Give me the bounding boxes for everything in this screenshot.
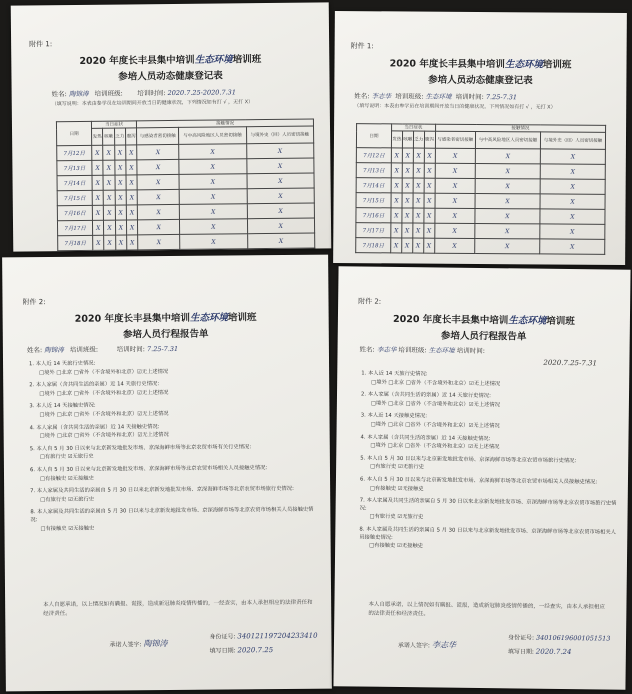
list-item: □境外 □北京 □省外（不含境外和北京）☑无上述情况 bbox=[39, 389, 169, 397]
date-cell: 7月14日 bbox=[356, 178, 391, 193]
mark-cell: X bbox=[435, 163, 475, 178]
form-subtitle: 参培人员动态健康登记表 bbox=[428, 74, 533, 87]
date-cell: 7月18日 bbox=[58, 235, 93, 250]
pledge-text: 本人自愿承诺，以上情况如有瞒报、谎报，造成新冠肺炎疫情传播的，一经查实，由本人承担相应的法律责任和经济责任。 bbox=[368, 601, 605, 618]
mark-cell: X bbox=[104, 220, 115, 235]
header-date: 日期 bbox=[56, 121, 91, 145]
mark-cell: X bbox=[475, 238, 540, 253]
report-subtitle: 参培人员行程报告单 bbox=[122, 328, 209, 341]
itinerary-items bbox=[359, 371, 621, 559]
id-number-field: 身份证号: 340106196001051513 bbox=[508, 633, 611, 643]
column-header: 乏力 bbox=[114, 128, 125, 145]
mark-cell: X bbox=[413, 193, 424, 208]
mark-cell: X bbox=[424, 148, 435, 163]
column-header: 发热 bbox=[391, 131, 402, 148]
mark-cell: X bbox=[402, 223, 413, 238]
id-number-field: 身份证号: 340121197204233410 bbox=[209, 631, 318, 641]
mark-cell: X bbox=[126, 145, 137, 160]
mark-cell: X bbox=[435, 178, 475, 193]
mark-cell: X bbox=[391, 193, 402, 208]
signature-field: 承诺人签字: 李志华 bbox=[397, 640, 456, 650]
header-symptoms: 当日症状 bbox=[91, 121, 136, 128]
mark-cell: X bbox=[540, 149, 605, 164]
date-cell: 7月18日 bbox=[356, 238, 391, 253]
list-item: 3. 本人近 14 天接触史情况: bbox=[29, 402, 96, 410]
mark-cell: X bbox=[115, 175, 126, 190]
fill-instructions: （填写说明：本表由参学员在培训期间开放当日的健康状况，下列情况如有打 √ ，无打 X） bbox=[51, 99, 254, 108]
list-item: □有旅行史 ☑无旅行史 bbox=[370, 463, 424, 471]
list-item: □有旅行史 ☑无旅行史 bbox=[40, 496, 95, 503]
fill-date-field: 填写日期: 2020.7.24 bbox=[507, 647, 572, 657]
mark-cell: X bbox=[402, 208, 413, 223]
list-item: 6. 本人自 5 月 30 日以来与北京新发地批发市场、京深海鲜市场等北京农贸市场相关人员接触史情况: bbox=[29, 465, 268, 474]
mark-cell: X bbox=[424, 178, 435, 193]
mark-cell: X bbox=[413, 178, 424, 193]
list-item: 2. 本人家属（含共同生活的亲属）近 14 天旅行史情况: bbox=[360, 391, 491, 400]
mark-cell: X bbox=[104, 205, 115, 220]
column-header: 咳嗽 bbox=[103, 128, 114, 145]
list-item: □有旅行史 ☑无旅行史 bbox=[369, 513, 424, 521]
mark-cell: X bbox=[92, 145, 103, 160]
column-header: 腹泻 bbox=[424, 131, 435, 148]
mark-cell: X bbox=[424, 223, 435, 238]
mark-cell: X bbox=[413, 148, 424, 163]
mark-cell: X bbox=[103, 175, 114, 190]
mark-cell: X bbox=[179, 159, 247, 175]
date-cell: 7月16日 bbox=[57, 205, 92, 220]
mark-cell: X bbox=[114, 145, 125, 160]
name-field: 姓名: 陶锦涛 培训班级: 培训时间: 2020.7.25-2020.7.31 bbox=[51, 88, 236, 99]
mark-cell: X bbox=[475, 193, 540, 208]
mark-cell: X bbox=[247, 218, 315, 234]
list-item: □有接触史 ☑无接触史 bbox=[40, 525, 95, 532]
mark-cell: X bbox=[246, 158, 314, 174]
itinerary-items bbox=[29, 359, 321, 539]
list-item: 7. 本人家属及共同生活的亲属自 5 月 30 日以来北京新发地批发市场、京深海鲜市场等北京农贸市场旅行史情况: bbox=[359, 497, 617, 512]
signature-field: 承诺人签字: 陶锦涛 bbox=[109, 639, 168, 649]
header-date: 日期 bbox=[356, 124, 391, 148]
form-title: 2020 年度长丰县集中培训生态环境培训班 bbox=[389, 58, 572, 71]
mark-cell: X bbox=[92, 190, 103, 205]
mark-cell: X bbox=[115, 220, 126, 235]
list-item: 3. 本人近 14 天接触史情况: bbox=[360, 412, 428, 420]
list-item: 1. 本人近 14 天旅行史情况: bbox=[29, 360, 96, 368]
list-item: □有旅行史 ☑无旅行史 bbox=[39, 453, 94, 461]
list-item: □有接触史 ☑无接触史 bbox=[369, 485, 424, 492]
date-cell: 7月12日 bbox=[57, 145, 92, 160]
mark-cell: X bbox=[126, 205, 137, 220]
date-cell: 7月13日 bbox=[356, 163, 391, 178]
paper-itinerary-left bbox=[2, 255, 332, 692]
report-subtitle: 参培人员行程报告单 bbox=[440, 330, 527, 343]
mark-cell: X bbox=[402, 178, 413, 193]
table-row bbox=[58, 233, 315, 251]
mark-cell: X bbox=[540, 224, 605, 239]
list-item: □有接触史 ☑无接触史 bbox=[40, 475, 94, 482]
mark-cell: X bbox=[137, 144, 179, 159]
mark-cell: X bbox=[126, 160, 137, 175]
column-header: 与中高风险地区人员密切接触 bbox=[179, 127, 247, 145]
column-header: 与境外史（回）人员密切接触 bbox=[540, 132, 605, 149]
mark-cell: X bbox=[92, 220, 103, 235]
fill-date-field: 填写日期: 2020.7.25 bbox=[209, 646, 274, 655]
attachment-label: 附件 2: bbox=[358, 297, 382, 306]
date-cell: 7月13日 bbox=[57, 160, 92, 175]
mark-cell: X bbox=[103, 190, 114, 205]
mark-cell: X bbox=[475, 208, 540, 223]
header-contacts: 接触情况 bbox=[435, 124, 605, 132]
report-title: 2020 年度长丰县集中培训生态环境培训班 bbox=[392, 313, 575, 328]
header-symptoms: 当日症状 bbox=[392, 124, 436, 131]
date-cell: 7月16日 bbox=[356, 208, 391, 223]
mark-cell: X bbox=[127, 235, 138, 250]
attachment-label: 附件 1: bbox=[350, 42, 374, 51]
list-item: 5. 本人自 5 月 30 日以来与北京新发地批发市场、京深海鲜市场等北京农贸市场旅行史情况: bbox=[360, 455, 577, 464]
form-title: 2020 年度长丰县集中培训生态环境培训班 bbox=[79, 54, 262, 67]
mark-cell: X bbox=[179, 144, 247, 160]
mark-cell: X bbox=[138, 234, 180, 249]
mark-cell: X bbox=[126, 220, 137, 235]
list-item: 7. 本人家属及共同生活的亲属自 5 月 30 日以来北京新发地批发市场、京深海鲜市场等北京农贸市场旅行史情况: bbox=[30, 486, 294, 495]
mark-cell: X bbox=[435, 148, 475, 163]
mark-cell: X bbox=[180, 219, 248, 235]
list-item: □境外 □北京 □省外（不含境外和北京）☑无上述情况 bbox=[371, 379, 501, 387]
attachment-label: 附件 2: bbox=[22, 298, 46, 307]
date-cell: 7月17日 bbox=[57, 220, 92, 235]
column-header: 腹泻 bbox=[125, 128, 136, 145]
list-item: □境外 □北京 □省外（不含境外和北京）☑无上述情况 bbox=[39, 432, 169, 440]
mark-cell: X bbox=[179, 174, 247, 190]
mark-cell: X bbox=[137, 159, 179, 174]
mark-cell: X bbox=[475, 178, 540, 193]
table-row bbox=[356, 238, 605, 255]
mark-cell: X bbox=[402, 148, 413, 163]
date-cell: 7月15日 bbox=[356, 193, 391, 208]
mark-cell: X bbox=[104, 235, 115, 250]
column-header: 咳嗽 bbox=[402, 131, 413, 148]
report-title: 2020 年度长丰县集中培训生态环境培训班 bbox=[74, 312, 257, 325]
mark-cell: X bbox=[246, 143, 314, 159]
mark-cell: X bbox=[540, 239, 605, 254]
fill-instructions: （填写说明：本表由参学员在培训期间开放当日的健康状况，下列情况如有打 √ ，无打 X） bbox=[354, 103, 556, 111]
mark-cell: X bbox=[435, 208, 475, 223]
date-cell: 7月17日 bbox=[356, 223, 391, 238]
name-field: 姓名: 李志华 培训班级: 生态环境 培训时间: bbox=[359, 345, 486, 356]
mark-cell: X bbox=[391, 178, 402, 193]
list-item: 8. 本人家属及共同生活的亲属自 5 月 30 日以来与北京新发地批发市场、京深海鲜市场等北京农贸市场相关人员接触史情况: bbox=[359, 526, 617, 541]
list-item: □境外 □北京 □省外（不含境外和北京）☑无上述情况 bbox=[39, 368, 169, 376]
mark-cell: X bbox=[137, 174, 179, 189]
column-header: 与境外史（回）人员密切接触 bbox=[246, 126, 314, 144]
mark-cell: X bbox=[247, 173, 315, 189]
list-item: 4. 本人家属（含共同生活的亲属）近 14 天接触史情况: bbox=[360, 434, 491, 442]
mark-cell: X bbox=[413, 208, 424, 223]
list-item: 1. 本人近 14 天旅行史情况: bbox=[361, 370, 428, 378]
name-field: 姓名: 陶锦涛 培训班级: 培训时间: 7.25-7.31 bbox=[26, 344, 179, 355]
table-row bbox=[356, 148, 605, 165]
mark-cell: X bbox=[434, 238, 474, 253]
header-contacts: 接触情况 bbox=[137, 119, 314, 128]
mark-cell: X bbox=[180, 234, 248, 250]
mark-cell: X bbox=[413, 238, 424, 253]
list-item: □境外 □北京 □省外（不含境外和北京）☑无上述情况 bbox=[370, 400, 501, 408]
column-header: 与感染者密切接触 bbox=[137, 127, 179, 144]
pledge-text: 本人自愿承诺，以上情况如有瞒报、谎报，造成新冠肺炎疫情传播的，一经查实，由本人承担相应的法律责任和经济责任。 bbox=[43, 599, 313, 618]
mark-cell: X bbox=[103, 160, 114, 175]
mark-cell: X bbox=[413, 163, 424, 178]
mark-cell: X bbox=[138, 204, 180, 219]
mark-cell: X bbox=[115, 235, 126, 250]
table-row bbox=[356, 208, 605, 225]
table-row bbox=[356, 223, 605, 240]
mark-cell: X bbox=[413, 223, 424, 238]
mark-cell: X bbox=[138, 219, 180, 234]
mark-cell: X bbox=[540, 194, 605, 209]
mark-cell: X bbox=[540, 209, 605, 224]
health-table bbox=[355, 123, 606, 255]
mark-cell: X bbox=[424, 208, 435, 223]
list-item: 6. 本人自 5 月 30 日以来与北京新发地批发市场、京深海鲜市场等北京农贸市场相关人员接触史情况: bbox=[359, 476, 598, 486]
mark-cell: X bbox=[475, 148, 540, 163]
column-header: 与中高风险地区人员密切接触 bbox=[475, 131, 540, 148]
attachment-label: 附件 1: bbox=[29, 40, 53, 49]
column-header: 乏力 bbox=[413, 131, 424, 148]
mark-cell: X bbox=[402, 163, 413, 178]
mark-cell: X bbox=[475, 163, 540, 178]
list-item: 5. 本人自 5 月 30 日以来与北京新发地批发市场、京深海鲜市场等北京农贸市场有关行史情况: bbox=[29, 444, 252, 452]
mark-cell: X bbox=[423, 238, 434, 253]
mark-cell: X bbox=[391, 223, 402, 238]
mark-cell: X bbox=[137, 189, 179, 204]
mark-cell: X bbox=[115, 190, 126, 205]
list-item: 4. 本人家属（含共同生活的亲属）近 14 天接触史情况: bbox=[29, 423, 160, 431]
mark-cell: X bbox=[391, 208, 402, 223]
mark-cell: X bbox=[434, 223, 474, 238]
paper-health-form-left bbox=[11, 2, 332, 251]
paper-itinerary-right bbox=[333, 266, 630, 690]
mark-cell: X bbox=[435, 193, 475, 208]
mark-cell: X bbox=[475, 223, 540, 238]
list-item: 8. 本人家属及共同生活的亲属自 5 月 30 日以来与北京新发地批发市场、京深海鲜市场等北京农贸市场相关人员接触史情况: bbox=[30, 507, 314, 524]
date-cell: 7月12日 bbox=[356, 148, 391, 163]
name-field: 姓名: 李志华 培训班级: 生态环境 培训时间: 7.25-7.31 bbox=[354, 92, 518, 102]
mark-cell: X bbox=[424, 193, 435, 208]
mark-cell: X bbox=[126, 175, 137, 190]
date-cell: 7月14日 bbox=[57, 175, 92, 190]
mark-cell: X bbox=[92, 205, 103, 220]
mark-cell: X bbox=[179, 189, 247, 205]
mark-cell: X bbox=[247, 188, 315, 204]
mark-cell: X bbox=[402, 238, 413, 253]
mark-cell: X bbox=[115, 205, 126, 220]
mark-cell: X bbox=[126, 190, 137, 205]
mark-cell: X bbox=[391, 163, 402, 178]
mark-cell: X bbox=[92, 160, 103, 175]
table-row bbox=[356, 178, 605, 195]
mark-cell: X bbox=[424, 163, 435, 178]
list-item: □境外 □北京 □省外（不含境外和北京）☑无上述情况 bbox=[39, 410, 169, 419]
mark-cell: X bbox=[247, 233, 315, 249]
mark-cell: X bbox=[540, 179, 605, 194]
mark-cell: X bbox=[247, 203, 315, 219]
mark-cell: X bbox=[402, 193, 413, 208]
training-date-hand: 2020.7.25-7.31 bbox=[543, 358, 598, 368]
mark-cell: X bbox=[540, 164, 605, 179]
mark-cell: X bbox=[391, 238, 402, 253]
column-header: 与感染者密切接触 bbox=[435, 131, 476, 148]
mark-cell: X bbox=[103, 145, 114, 160]
table-row bbox=[356, 163, 605, 180]
paper-health-form-right bbox=[333, 11, 627, 265]
mark-cell: X bbox=[114, 160, 125, 175]
list-item: □有接触史 ☑无接触史 bbox=[369, 542, 424, 550]
mark-cell: X bbox=[92, 175, 103, 190]
form-subtitle: 参培人员动态健康登记表 bbox=[118, 70, 223, 83]
mark-cell: X bbox=[179, 204, 247, 220]
mark-cell: X bbox=[391, 148, 402, 163]
mark-cell: X bbox=[93, 235, 104, 250]
column-header: 发热 bbox=[92, 128, 103, 145]
list-item: □境外 □北京 □省外（不含境外和北京）☑无上述情况 bbox=[370, 421, 500, 430]
list-item: □境外 □北京 □省外（不含境外和北京）☑无上述情况 bbox=[370, 442, 500, 451]
list-item: 2. 本人家属（含共同生活的亲属）近 14 天旅行史情况: bbox=[29, 381, 160, 389]
table-row bbox=[356, 193, 605, 210]
date-cell: 7月15日 bbox=[57, 190, 92, 205]
health-table bbox=[56, 119, 315, 252]
